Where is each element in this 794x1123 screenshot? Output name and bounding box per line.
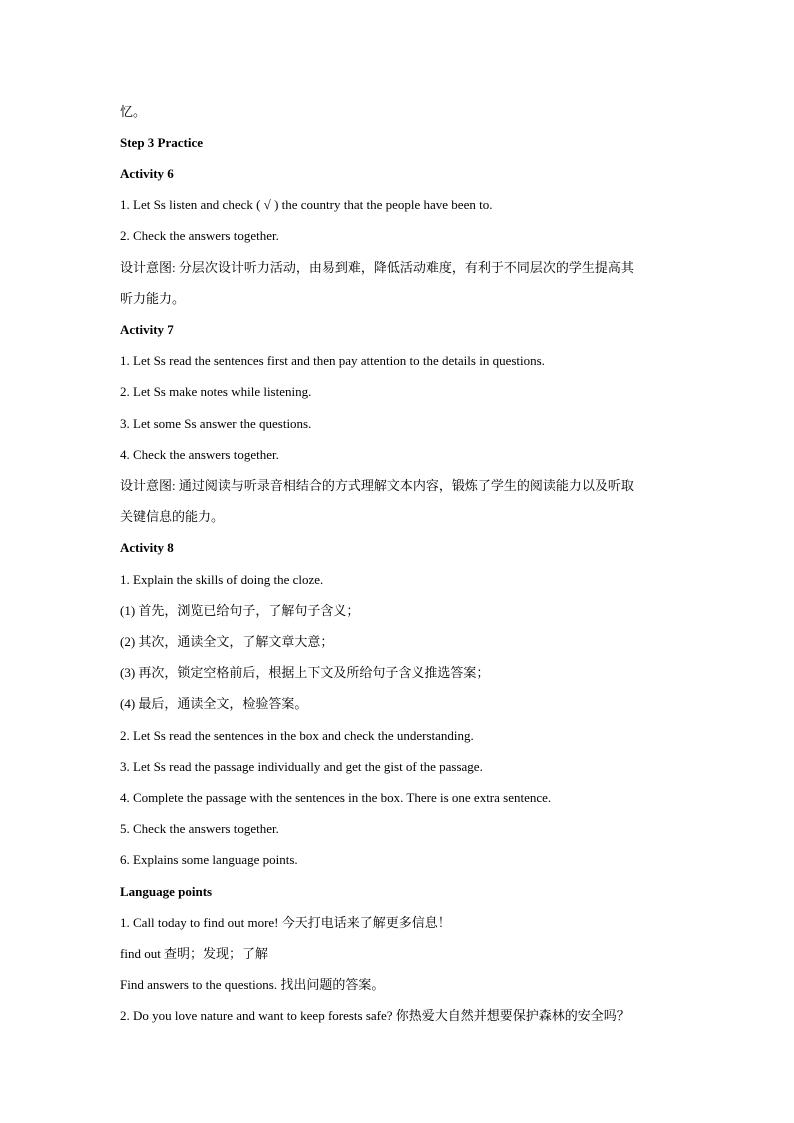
text-line: (2) 其次，通读全文，了解文章大意；	[120, 634, 334, 649]
text-line: 2. Do you love nature and want to keep forests safe? 你热爱大自然并想要保护森林的安全吗？	[120, 1008, 630, 1023]
activity-heading: Activity 7	[120, 322, 174, 337]
design-intent-line: 设计意图: 分层次设计听力活动，由易到难，降低活动难度，有利于不同层次的学生提高其	[120, 260, 634, 275]
text-line: 1. Explain the skills of doing the cloze.	[120, 572, 324, 587]
text-line: 1. Call today to find out more! 今天打电话来了解更多信息！	[120, 915, 451, 930]
text-line: find out 查明；发现；了解	[120, 946, 269, 961]
text-line: 2. Let Ss make notes while listening.	[120, 384, 312, 399]
activity-heading: Activity 6	[120, 166, 174, 181]
text-line: Find answers to the questions. 找出问题的答案。	[120, 977, 385, 992]
text-line: 2. Let Ss read the sentences in the box and check the understanding.	[120, 728, 474, 743]
design-intent-line: 听力能力。	[120, 291, 186, 306]
language-points-heading: Language points	[120, 884, 213, 899]
design-intent-line: 设计意图: 通过阅读与听录音相结合的方式理解文本内容，锻炼了学生的阅读能力以及听取	[120, 478, 634, 493]
text-line: 4. Check the answers together.	[120, 447, 279, 462]
text-line: 1. Let Ss listen and check ( √ ) the country that the people have been to.	[120, 197, 493, 212]
text-line: (4) 最后，通读全文，检验答案。	[120, 696, 308, 711]
section-heading: Step 3 Practice	[120, 135, 204, 150]
activity-heading: Activity 8	[120, 540, 174, 555]
text-line: 忆。	[120, 104, 147, 119]
text-line: (3) 再次，锁定空格前后，根据上下文及所给句子含义推选答案；	[120, 665, 490, 680]
text-line: 5. Check the answers together.	[120, 821, 279, 836]
design-intent-line: 关键信息的能力。	[120, 509, 225, 524]
text-line: 3. Let Ss read the passage individually and get the gist of the passage.	[120, 759, 483, 774]
text-line: (1) 首先，浏览已给句子，了解句子含义；	[120, 603, 360, 618]
text-line: 6. Explains some language points.	[120, 852, 298, 867]
text-line: 1. Let Ss read the sentences first and then pay attention to the details in questions.	[120, 353, 545, 368]
text-line: 3. Let some Ss answer the questions.	[120, 416, 312, 431]
text-line: 2. Check the answers together.	[120, 228, 279, 243]
text-line: 4. Complete the passage with the sentences in the box. There is one extra sentence.	[120, 790, 552, 805]
